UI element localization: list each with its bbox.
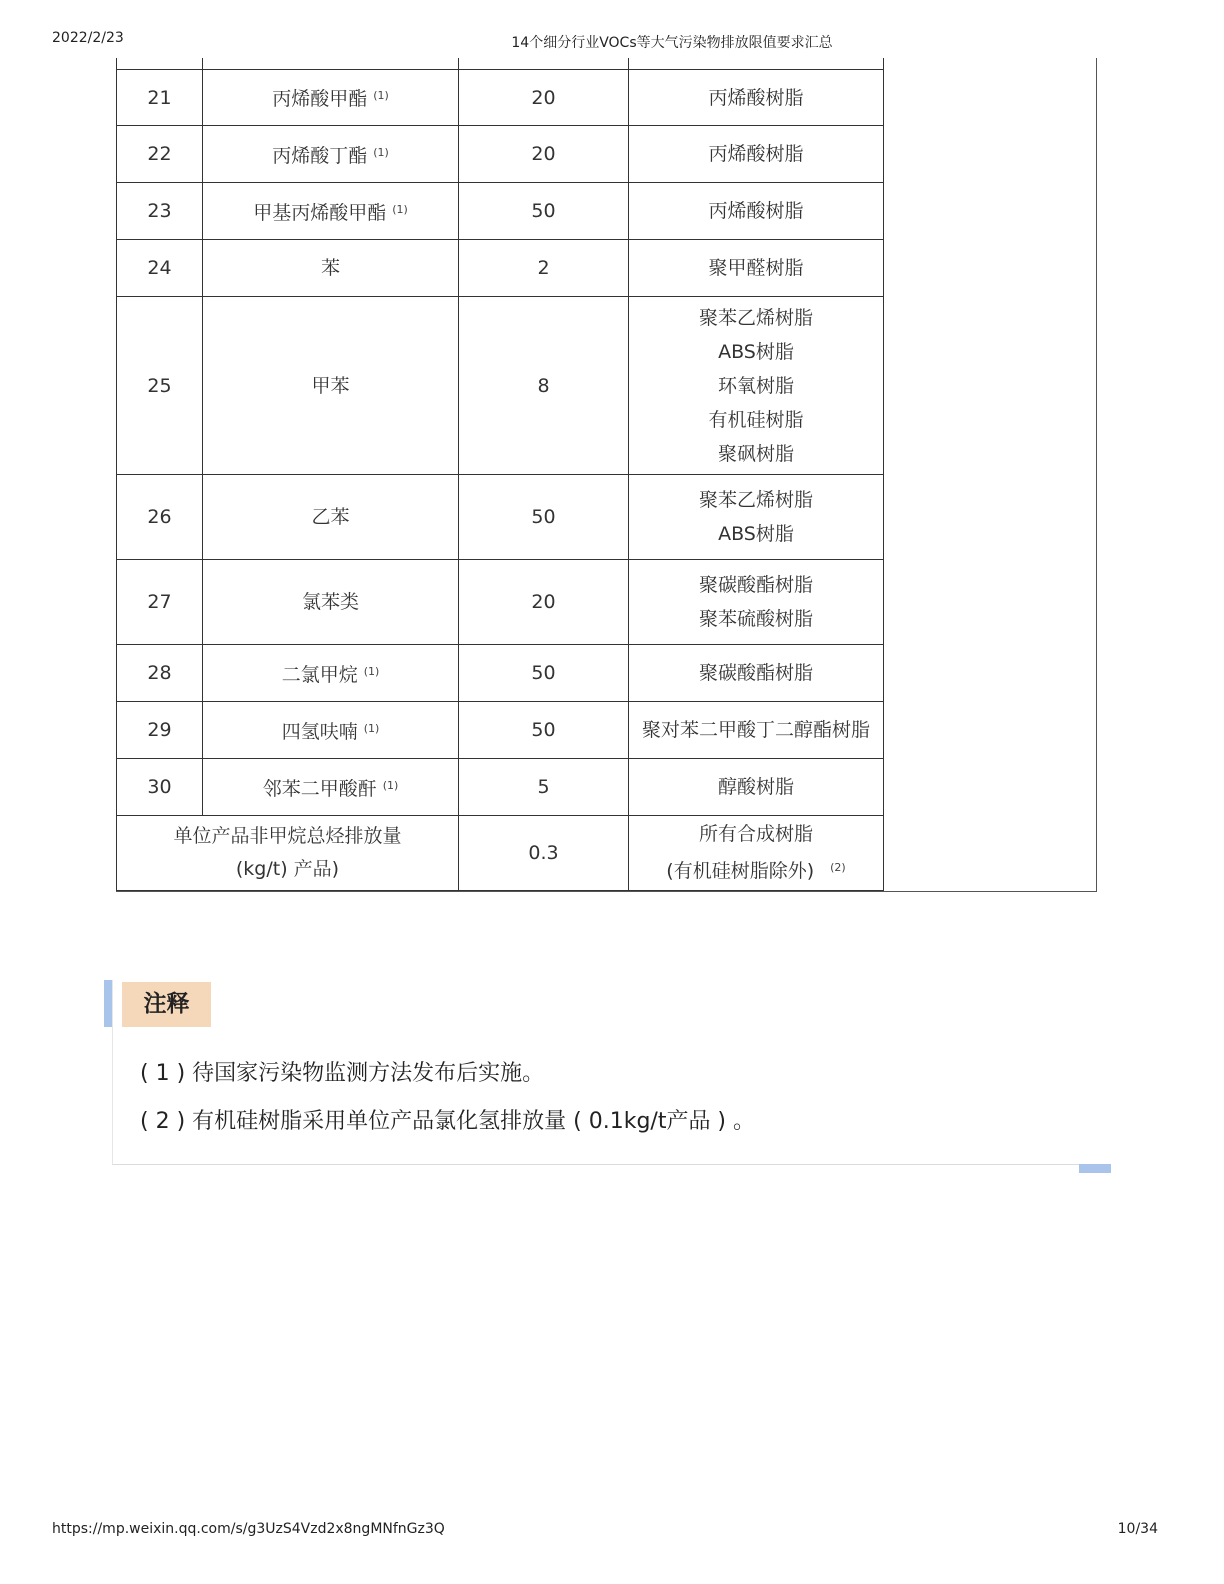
resin-type-item: 聚苯乙烯树脂 xyxy=(698,489,813,511)
summary-label-line: 单位产品非甲烷总烃排放量 xyxy=(173,825,402,847)
limit-value-cell: 8 xyxy=(459,297,629,475)
row-number-cell: 29 xyxy=(117,702,203,759)
limit-value-cell: 50 xyxy=(459,475,629,560)
pollutant-cell xyxy=(203,297,459,475)
footnote-marker: (1) xyxy=(392,202,408,216)
resin-type-item: 丙烯酸树脂 xyxy=(708,200,804,222)
resin-type-cell xyxy=(629,759,884,816)
pollutant-name: 氯苯类 xyxy=(301,591,359,613)
table-row xyxy=(117,759,884,816)
table-row xyxy=(117,560,884,645)
table-row xyxy=(117,475,884,560)
footnote-marker: (2) xyxy=(830,861,846,874)
print-url: https://mp.weixin.qq.com/s/g3UzS4Vzd2x8ngMNfnGz3Q xyxy=(52,1521,445,1537)
pollutant-name: 甲苯 xyxy=(311,374,350,397)
resin-type-cell xyxy=(629,70,884,126)
print-page-number: 10/34 xyxy=(1117,1521,1158,1537)
resin-type-item: 醇酸树脂 xyxy=(717,776,794,798)
pollutant-cell xyxy=(203,475,459,560)
footnote-marker: (1) xyxy=(373,89,389,102)
pollutant-name: 邻苯二甲酸酐 xyxy=(262,777,377,800)
resin-type-item: 丙烯酸树脂 xyxy=(708,86,804,109)
pollutant-name: 乙苯 xyxy=(311,506,350,528)
resin-type-cell xyxy=(629,183,884,240)
row-number-cell: 27 xyxy=(117,560,203,645)
resin-type-cell xyxy=(629,645,884,702)
note-item-2: ( 2 ) 有机硅树脂采用单位产品氯化氢排放量 ( 0.1kg/t产品 ) 。 xyxy=(140,1109,756,1134)
row-number-cell: 21 xyxy=(117,70,203,126)
pollutant-cell xyxy=(203,240,459,297)
resin-type-cell xyxy=(629,560,884,645)
summary-resin-cell xyxy=(629,816,884,891)
resin-type-item: 有机硅树脂 xyxy=(708,408,804,431)
limit-value-cell: 50 xyxy=(459,645,629,702)
limit-value-cell: 20 xyxy=(459,70,629,126)
resin-type-item: 聚苯乙烯树脂 xyxy=(698,306,813,329)
notes-corner-decoration xyxy=(1079,1164,1111,1173)
resin-type-cell xyxy=(629,240,884,297)
summary-limit-cell: 0.3 xyxy=(459,816,629,891)
pollutant-cell xyxy=(203,702,459,759)
table-row xyxy=(117,70,884,126)
resin-type-item: 聚砜树脂 xyxy=(717,442,794,465)
summary-resin-line: 所有合成树脂 xyxy=(698,823,813,845)
limit-value-cell: 5 xyxy=(459,759,629,816)
footnote-marker: (1) xyxy=(363,721,380,735)
summary-resin-text: (有机硅树脂除外) xyxy=(666,860,815,882)
footnote-marker: (1) xyxy=(373,145,389,159)
notes-heading: 注释 xyxy=(122,982,211,1027)
table-row xyxy=(117,645,884,702)
summary-row xyxy=(117,816,884,891)
table-row xyxy=(117,297,884,475)
limit-value-cell: 50 xyxy=(459,183,629,240)
row-number-cell: 25 xyxy=(117,297,203,475)
limit-value-cell: 2 xyxy=(459,240,629,297)
table-row-partial xyxy=(117,58,884,70)
resin-type-item: 环氧树脂 xyxy=(717,374,794,397)
row-number-cell: 24 xyxy=(117,240,203,297)
row-number-cell: 22 xyxy=(117,126,203,183)
pollutant-cell xyxy=(203,70,459,126)
table-row xyxy=(117,126,884,183)
resin-type-item: 聚碳酸酯树脂 xyxy=(698,662,813,684)
row-number-cell: 23 xyxy=(117,183,203,240)
pollutant-cell xyxy=(203,759,459,816)
table-row xyxy=(117,702,884,759)
print-page-title: 14个细分行业VOCs等大气污染物排放限值要求汇总 xyxy=(511,35,833,51)
resin-type-item: ABS树脂 xyxy=(718,340,794,363)
limit-value-cell: 50 xyxy=(459,702,629,759)
resin-type-cell xyxy=(629,475,884,560)
summary-label-line: (kg/t) 产品) xyxy=(235,858,340,880)
pollutant-name: 丙烯酸甲酯 xyxy=(272,88,368,110)
footnote-marker: (1) xyxy=(382,778,399,792)
resin-type-cell xyxy=(629,297,884,475)
resin-type-cell xyxy=(629,126,884,183)
summary-label-cell xyxy=(117,816,459,891)
pollutant-name: 甲基丙烯酸甲酯 xyxy=(253,201,387,224)
print-date: 2022/2/23 xyxy=(52,30,124,46)
pollutant-cell xyxy=(203,183,459,240)
pollutant-cell xyxy=(203,645,459,702)
pollutant-cell xyxy=(203,560,459,645)
emission-limits-grid xyxy=(116,58,884,891)
footnote-marker: (1) xyxy=(363,664,380,678)
resin-type-cell xyxy=(629,702,884,759)
table-row xyxy=(117,183,884,240)
resin-type-item: 聚甲醛树脂 xyxy=(708,257,804,279)
emission-limits-table xyxy=(116,58,1097,892)
pollutant-name: 二氯甲烷 xyxy=(281,663,358,686)
note-item-1: ( 1 ) 待国家污染物监测方法发布后实施。 xyxy=(140,1061,545,1086)
limit-value-cell: 20 xyxy=(459,126,629,183)
pollutant-cell xyxy=(203,126,459,183)
summary-resin-line xyxy=(629,851,883,888)
pollutant-name: 苯 xyxy=(320,257,340,279)
resin-type-item: 聚苯硫酸树脂 xyxy=(698,608,813,630)
table-row xyxy=(117,240,884,297)
row-number-cell: 30 xyxy=(117,759,203,816)
resin-type-item: 丙烯酸树脂 xyxy=(708,143,804,165)
pollutant-name: 四氢呋喃 xyxy=(281,720,358,743)
limit-value-cell: 20 xyxy=(459,560,629,645)
row-number-cell: 28 xyxy=(117,645,203,702)
pollutant-name: 丙烯酸丁酯 xyxy=(272,144,368,167)
notes-accent-bar xyxy=(104,980,112,1027)
resin-type-item: 聚碳酸酯树脂 xyxy=(698,574,813,596)
resin-type-item: 聚对苯二甲酸丁二醇酯树脂 xyxy=(641,719,870,741)
row-number-cell: 26 xyxy=(117,475,203,560)
resin-type-item: ABS树脂 xyxy=(718,523,794,545)
